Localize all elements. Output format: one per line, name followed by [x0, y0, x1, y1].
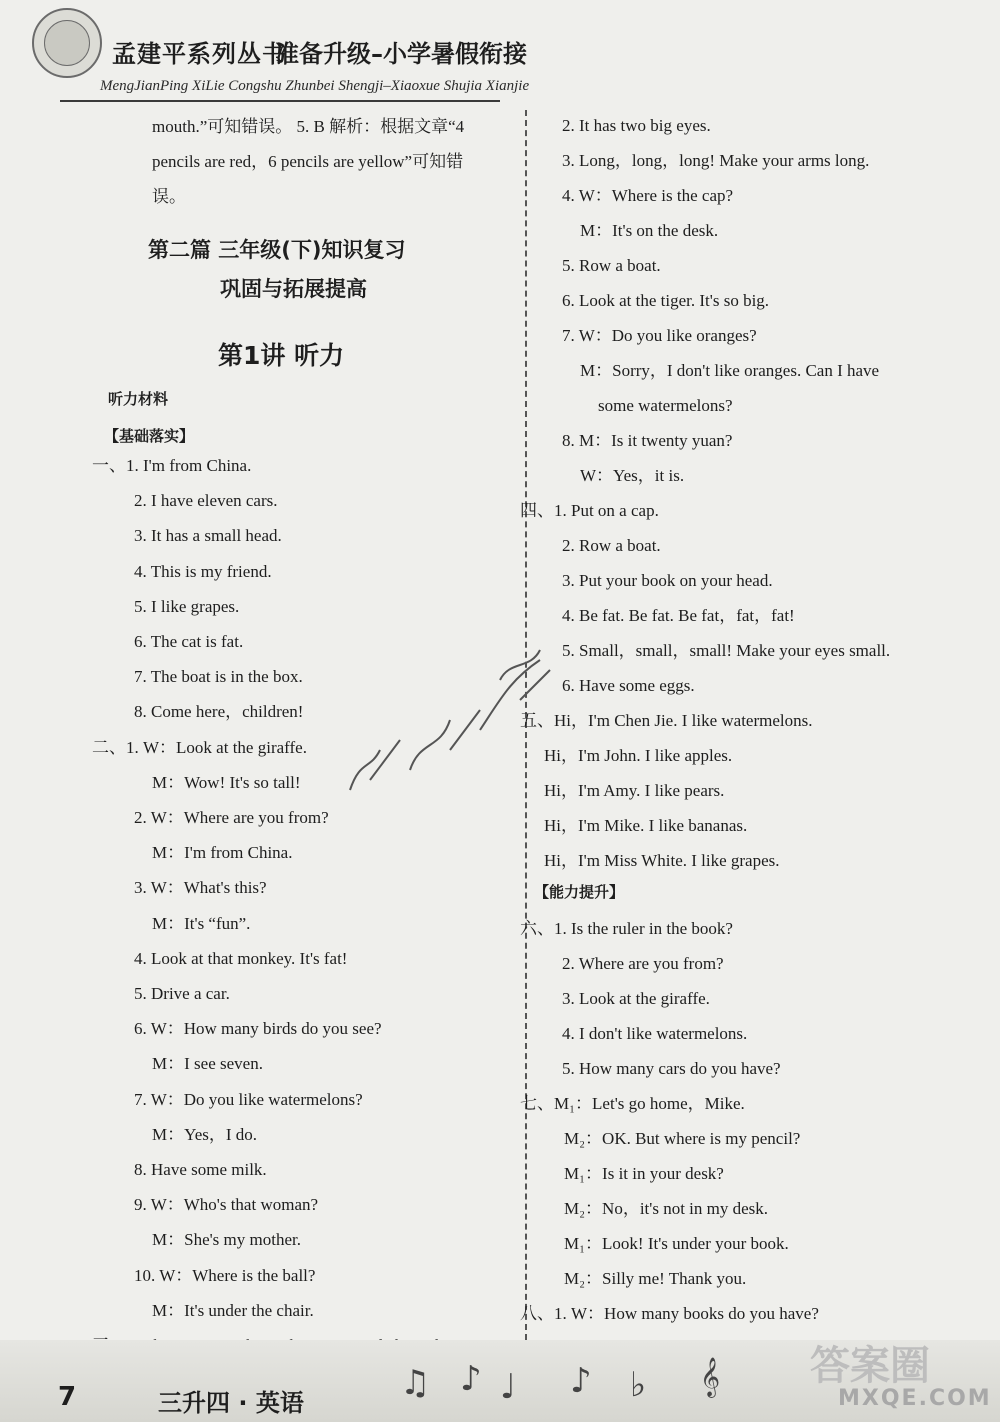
text-line: M₁：Is it in your desk? [564, 1164, 724, 1183]
text-line: 3. Long，long，long! Make your arms long. [562, 151, 870, 170]
text-line: 4. I don't like watermelons. [562, 1024, 748, 1043]
text-line: some watermelons? [598, 396, 733, 415]
text-line: M：It's under the chair. [152, 1300, 314, 1320]
text-line: 9. W：Who's that woman? [134, 1195, 319, 1215]
text-line: M：Wow! It's so tall! [152, 772, 301, 792]
footer-label: 三升四 · 英语 [158, 1389, 304, 1417]
text-line: 6. Have some eggs. [562, 676, 695, 695]
text-line: 7. W：Do you like watermelons? [134, 1089, 363, 1109]
text-line: 3. Look at the giraffe. [562, 989, 710, 1008]
text-line: 4. W：Where is the cap? [562, 186, 734, 205]
text-line: 8. M：Is it twenty yuan? [562, 431, 733, 450]
lecture-title: 第1讲 听力 [218, 341, 345, 370]
text-line: M₂：OK. But where is my pencil? [564, 1129, 801, 1148]
text-line: 一、1. I'm from China. [92, 456, 252, 475]
book-subtitle: 准备升级–小学暑假衔接 [275, 40, 527, 68]
text-line: 六、1. Is the ruler in the book? [520, 919, 733, 938]
watermark-main: 答案圈 [810, 1343, 930, 1389]
text-line: M：It's on the desk. [580, 221, 719, 240]
watermark-sub: MXQE.COM [838, 1386, 992, 1411]
part-title: 第二篇 三年级(下)知识复习 [148, 238, 406, 262]
text-line: 5. I like grapes. [134, 596, 240, 616]
text-line: 二、1. W：Look at the giraffe. [92, 737, 307, 757]
series-title: 孟建平系列丛书 [112, 40, 287, 68]
text-line: M：She's my mother. [152, 1230, 301, 1250]
section-label-advanced: 【能力提升】 [534, 883, 625, 901]
text-line: 2. I have eleven cars. [134, 491, 278, 511]
text-line: 八、1. W：How many books do you have? [520, 1304, 819, 1323]
text-line: 6. W：How many birds do you see? [134, 1019, 382, 1039]
text-line: 5. Drive a car. [134, 984, 230, 1003]
text-line: 4. Be fat. Be fat. Be fat，fat，fat! [562, 606, 795, 625]
text-line: 7. The boat is in the box. [134, 667, 303, 687]
text-line: 2. Row a boat. [562, 536, 661, 555]
text-line: M：I see seven. [152, 1054, 263, 1074]
page-number: 7 [58, 1382, 77, 1412]
text-line: Hi，I'm Mike. I like bananas. [544, 816, 748, 835]
text-line: 五、Hi，I'm Chen Jie. I like watermelons. [520, 711, 813, 730]
text-line: M：Sorry，I don't like oranges. Can I have [580, 361, 880, 380]
text-line: 2. Where are you from? [562, 954, 724, 973]
text-line: M：It's “fun”. [152, 913, 251, 933]
text-line: 5. Row a boat. [562, 256, 661, 275]
music-notes-icon: ♫ ♪ ♩ ♪ ♭ 𝄞 [400, 1357, 721, 1407]
site-watermark [810, 1334, 990, 1418]
text-line: 七、M₁：Let's go home，Mike. [520, 1094, 745, 1113]
section-label-basic: 【基础落实】 [104, 427, 195, 445]
intro-line: mouth.”可知错误。 5. B 解析：根据文章“4 [152, 117, 465, 136]
text-line: 四、1. Put on a cap. [520, 501, 659, 520]
text-line: 8. Have some milk. [134, 1160, 267, 1179]
page-header [0, 0, 1000, 110]
text-line: M₂：No，it's not in my desk. [564, 1199, 769, 1218]
text-line: Hi，I'm John. I like apples. [544, 746, 733, 765]
text-line: 4. This is my friend. [134, 561, 272, 581]
text-line: W：Yes，it is. [580, 466, 685, 485]
text-line: M：Yes，I do. [152, 1124, 258, 1144]
pinyin-subtitle: MengJianPing XiLie Congshu Zhunbei Shengji–Xiaoxue Shujia Xianjie [100, 78, 530, 94]
text-line: M₁：Look! It's under your book. [564, 1234, 789, 1253]
publisher-seal-icon [32, 8, 102, 78]
text-line: 8. Come here，children! [134, 702, 304, 722]
text-line: 2. W：Where are you from? [134, 808, 329, 827]
text-line: 6. Look at the tiger. It's so big. [562, 291, 770, 310]
intro-line: pencils are red，6 pencils are yellow”可知错 [152, 152, 464, 171]
handwriting-scribble-icon [330, 640, 570, 800]
intro-line: 误。 [152, 187, 186, 206]
header-rule [60, 100, 500, 102]
text-line: 6. The cat is fat. [134, 632, 244, 651]
text-line: 5. How many cars do you have? [562, 1059, 781, 1078]
text-line: 3. It has a small head. [134, 526, 282, 546]
material-label: 听力材料 [108, 390, 169, 408]
text-line: Hi，I'm Miss White. I like grapes. [544, 851, 780, 870]
text-line: Hi，I'm Amy. I like pears. [544, 781, 725, 800]
text-line: 4. Look at that monkey. It's fat! [134, 948, 348, 968]
text-line: 10. W：Where is the ball? [134, 1265, 316, 1285]
text-line: M：I'm from China. [152, 843, 293, 863]
text-line: 5. Small，small，small! Make your eyes small. [562, 641, 891, 660]
text-line: 3. W：What's this? [134, 878, 267, 898]
text-line: 3. Put your book on your head. [562, 571, 773, 590]
part-subtitle: 巩固与拓展提高 [220, 277, 367, 301]
text-line: M₂：Silly me! Thank you. [564, 1269, 747, 1288]
text-line: 2. It has two big eyes. [562, 116, 711, 135]
text-line: 7. W：Do you like oranges? [562, 326, 757, 345]
